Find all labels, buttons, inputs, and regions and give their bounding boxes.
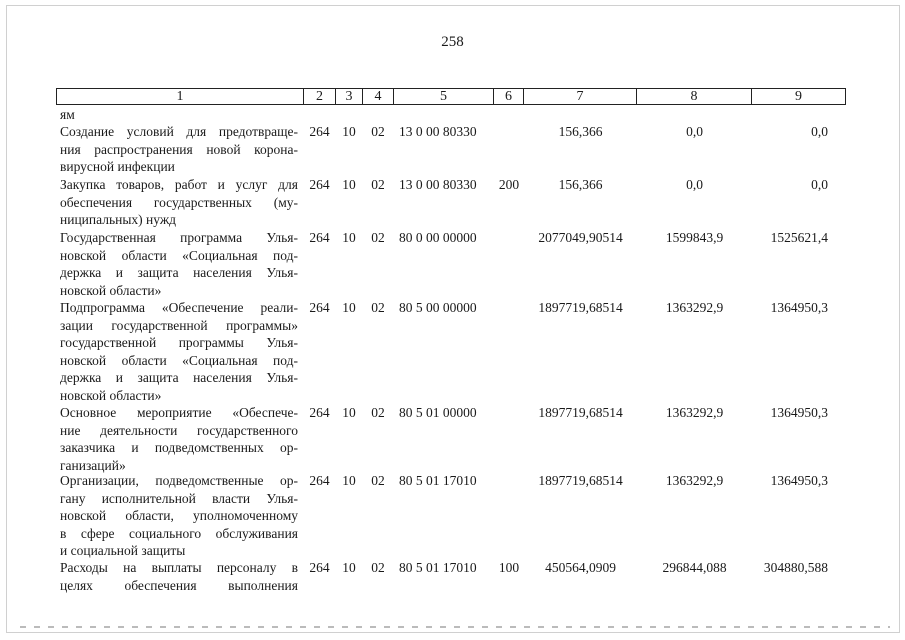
cell-col-7: 156,366 [558, 124, 603, 139]
continuation-text: ям [60, 107, 75, 122]
column-header-3: 3 [335, 88, 363, 105]
cell-col-3: 10 [342, 124, 356, 139]
row-description [60, 299, 298, 404]
description-line: Расходы на выплаты персоналу в [60, 560, 298, 575]
row-description [60, 472, 298, 560]
cell-col-2: 264 [309, 473, 330, 488]
cell-col-9: 0,0 [811, 124, 828, 139]
description-line: ние деятельности государственного [60, 422, 298, 438]
description-line: Подпрограмма «Обеспечение реали- [60, 300, 298, 315]
page-number: 258 [441, 34, 464, 50]
cell-col-9: 1364950,3 [770, 405, 828, 420]
cell-col-5: 80 5 01 00000 [399, 405, 477, 420]
description-line: и социальной защиты [60, 543, 186, 558]
column-header-4: 4 [362, 88, 394, 105]
cell-col-7: 1897719,68514 [538, 473, 623, 488]
cell-col-4: 02 [371, 473, 385, 488]
cell-col-2: 264 [309, 177, 330, 192]
cell-col-4: 02 [371, 124, 385, 139]
cell-col-2: 264 [309, 124, 330, 139]
column-header-5: 5 [393, 88, 494, 105]
cell-col-2: 264 [309, 405, 330, 420]
cell-col-3: 10 [342, 300, 356, 315]
description-line: Закупка товаров, работ и услуг для [60, 177, 298, 192]
description-line: новской области «Социальная под- [60, 247, 298, 263]
cell-col-4: 02 [371, 560, 385, 575]
description-line: ния распространения новой корона- [60, 141, 298, 157]
cell-col-8: 0,0 [686, 124, 703, 139]
description-line: государственной программы Улья- [60, 335, 298, 350]
row-description [60, 404, 298, 474]
cell-col-8: 0,0 [686, 177, 703, 192]
description-line: заказчика и подведомственных ор- [60, 440, 298, 455]
row-description [60, 123, 298, 176]
cell-col-4: 02 [371, 300, 385, 315]
cell-col-9: 304880,588 [763, 560, 828, 575]
cell-col-8: 1363292,9 [665, 473, 724, 488]
row-description [60, 229, 298, 299]
cell-col-5: 13 0 00 80330 [399, 124, 477, 139]
column-header-7: 7 [523, 88, 637, 105]
description-line: целях обеспечения выполнения [60, 577, 298, 593]
cell-col-3: 10 [342, 405, 356, 420]
description-line: новской области» [60, 387, 162, 403]
cell-col-6: 200 [498, 177, 520, 192]
cell-col-3: 10 [342, 230, 356, 245]
cell-col-5: 80 5 01 17010 [399, 473, 477, 488]
cell-col-2: 264 [309, 300, 330, 315]
description-line: Основное мероприятие «Обеспече- [60, 405, 298, 420]
cell-col-3: 10 [342, 177, 356, 192]
cell-col-5: 80 5 00 00000 [399, 300, 477, 315]
column-header-8: 8 [636, 88, 752, 105]
column-header-2: 2 [303, 88, 336, 105]
column-header-1: 1 [56, 88, 304, 105]
cell-col-6: 100 [498, 560, 520, 575]
cell-col-2: 264 [309, 230, 330, 245]
column-header-9: 9 [751, 88, 846, 105]
cell-col-9: 1525621,4 [770, 230, 828, 245]
cell-col-8: 1363292,9 [665, 405, 724, 420]
description-line: Организации, подведомственные ор- [60, 473, 298, 488]
cell-col-7: 156,366 [558, 177, 603, 192]
description-line: в сфере социального обслуживания [60, 525, 298, 541]
cell-col-9: 1364950,3 [770, 473, 828, 488]
cell-col-5: 80 5 01 17010 [399, 560, 477, 575]
description-line: зации государственной программы» [60, 317, 298, 333]
cell-col-8: 1599843,9 [665, 230, 724, 245]
cell-col-9: 0,0 [811, 177, 828, 192]
description-line: держка и защита населения Улья- [60, 265, 298, 280]
cell-col-5: 80 0 00 00000 [399, 230, 477, 245]
description-line: обеспечения государственных (му- [60, 194, 298, 210]
cell-col-8: 1363292,9 [665, 300, 724, 315]
cell-col-2: 264 [309, 560, 330, 575]
description-line: новской области» [60, 282, 162, 298]
description-line: вирусной инфекции [60, 159, 175, 174]
cell-col-7: 1897719,68514 [538, 405, 623, 420]
table-header [56, 88, 846, 105]
row-description [60, 176, 298, 229]
description-line: ниципальных) нужд [60, 212, 177, 227]
cell-col-7: 450564,0909 [545, 560, 616, 575]
description-line: держка и защита населения Улья- [60, 370, 298, 385]
description-line: Государственная программа Улья- [60, 230, 298, 245]
row-description [60, 559, 298, 594]
scan-edge-noise [20, 626, 890, 628]
cell-col-3: 10 [342, 473, 356, 488]
cell-col-3: 10 [342, 560, 356, 575]
description-line: гану исполнительной власти Улья- [60, 490, 298, 506]
description-line: ганизаций» [60, 457, 126, 473]
cell-col-4: 02 [371, 177, 385, 192]
cell-col-9: 1364950,3 [770, 300, 828, 315]
column-header-6: 6 [493, 88, 524, 105]
cell-col-5: 13 0 00 80330 [399, 177, 477, 192]
description-line: Создание условий для предотвраще- [60, 124, 298, 139]
cell-col-4: 02 [371, 405, 385, 420]
cell-col-8: 296844,088 [662, 560, 727, 575]
description-line: новской области «Социальная под- [60, 352, 298, 368]
description-line: новской области, уполномоченному [60, 508, 298, 523]
cell-col-7: 2077049,90514 [538, 230, 623, 245]
cell-col-4: 02 [371, 230, 385, 245]
cell-col-7: 1897719,68514 [538, 300, 623, 315]
